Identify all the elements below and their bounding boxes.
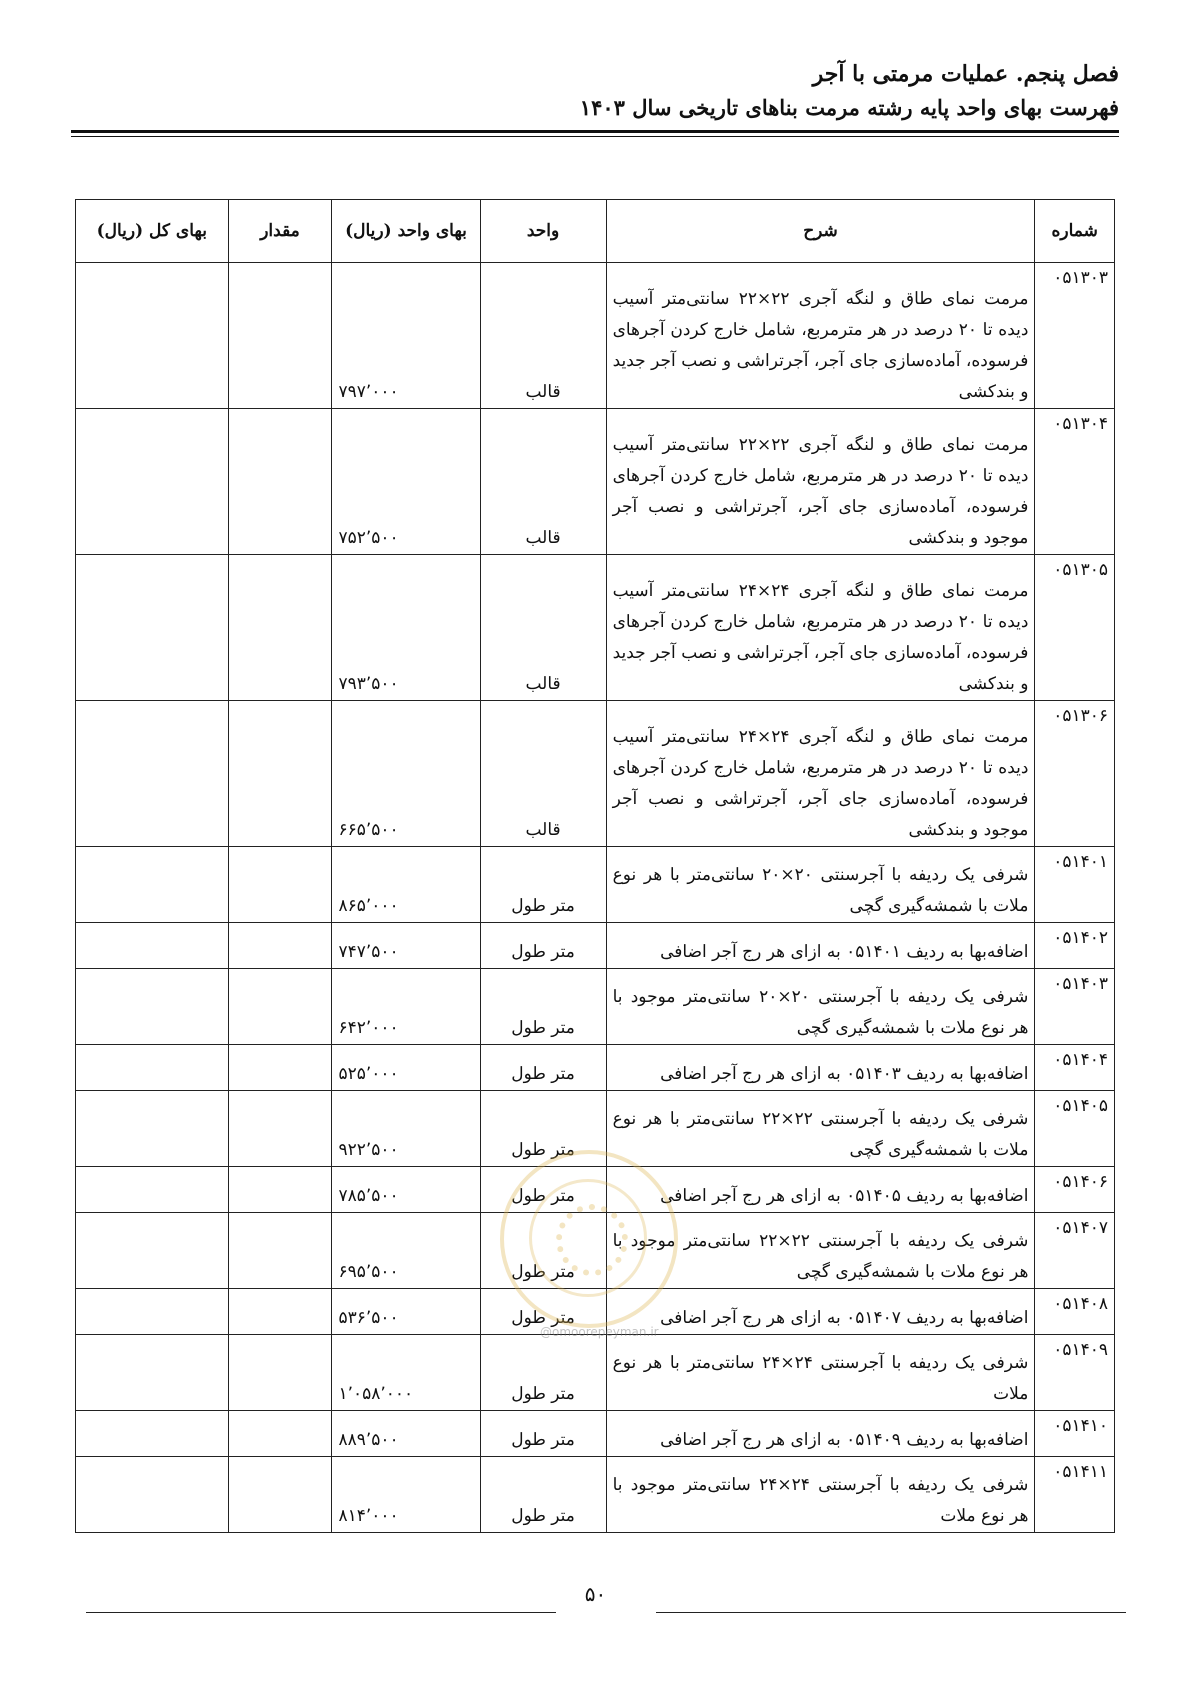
item-number: ۰۵۱۴۰۴ (1035, 1045, 1115, 1091)
item-unit-price: ۷۹۷٬۰۰۰ (332, 263, 480, 409)
item-description: شرفی یک ردیفه با آجرسنتی ۲۲×۲۲ سانتی‌متر با هر نوع ملات با شمشه‌گیری گچی (606, 1091, 1035, 1167)
item-total-price (76, 1411, 229, 1457)
item-number: ۰۵۱۴۰۳ (1035, 969, 1115, 1045)
item-unit: متر طول (480, 1213, 606, 1289)
item-unit: متر طول (480, 1411, 606, 1457)
item-unit-price: ۶۴۲٬۰۰۰ (332, 969, 480, 1045)
item-description: مرمت نمای طاق و لنگه آجری ۲۴×۲۴ سانتی‌متر آسیب دیده تا ۲۰ درصد در هر مترمربع، شامل خارج کردن آجرهای فرسوده، آماده‌سازی جای آجر، آجرتراشی و نصب آجر جدید و بندکشی (606, 555, 1035, 701)
item-unit: متر طول (480, 1457, 606, 1533)
item-number: ۰۵۱۴۰۱ (1035, 847, 1115, 923)
item-number: ۰۵۱۴۰۷ (1035, 1213, 1115, 1289)
table-row (76, 1091, 1115, 1167)
item-number: ۰۵۱۳۰۵ (1035, 555, 1115, 701)
item-total-price (76, 1045, 229, 1091)
header-rule-thick (71, 130, 1119, 133)
item-unit-price: ۱٬۰۵۸٬۰۰۰ (332, 1335, 480, 1411)
header-total-price: بهای کل (ریال) (76, 200, 229, 263)
item-number: ۰۵۱۴۱۰ (1035, 1411, 1115, 1457)
item-unit-price: ۵۳۶٬۵۰۰ (332, 1289, 480, 1335)
item-total-price (76, 923, 229, 969)
item-unit: متر طول (480, 923, 606, 969)
item-total-price (76, 1167, 229, 1213)
watermark-url: @omoorepeyman.ir (540, 1325, 659, 1339)
item-quantity (228, 1091, 332, 1167)
item-total-price (76, 969, 229, 1045)
item-description: شرفی یک ردیفه با آجرسنتی ۲۰×۲۰ سانتی‌متر با هر نوع ملات با شمشه‌گیری گچی (606, 847, 1035, 923)
item-total-price (76, 1091, 229, 1167)
item-unit: قالب (480, 409, 606, 555)
table-row (76, 1213, 1115, 1289)
item-total-price (76, 1335, 229, 1411)
item-total-price (76, 847, 229, 923)
item-description: شرفی یک ردیفه با آجرسنتی ۲۲×۲۲ سانتی‌متر موجود با هر نوع ملات با شمشه‌گیری گچی (606, 1213, 1035, 1289)
item-quantity (228, 555, 332, 701)
document-subtitle: فهرست بهای واحد پایه رشته مرمت بناهای تاریخی سال ۱۴۰۳ (579, 95, 1119, 120)
item-unit: قالب (480, 555, 606, 701)
item-unit-price: ۸۶۵٬۰۰۰ (332, 847, 480, 923)
table-row (76, 1335, 1115, 1411)
item-description: شرفی یک ردیفه با آجرسنتی ۲۴×۲۴ سانتی‌متر موجود با هر نوع ملات (606, 1457, 1035, 1533)
page-number: ۵۰ (584, 1582, 607, 1606)
table-row (76, 409, 1115, 555)
item-unit-price: ۷۵۲٬۵۰۰ (332, 409, 480, 555)
item-quantity (228, 923, 332, 969)
item-quantity (228, 847, 332, 923)
table-row (76, 263, 1115, 409)
item-total-price (76, 1213, 229, 1289)
table-row (76, 1045, 1115, 1091)
item-number: ۰۵۱۳۰۶ (1035, 701, 1115, 847)
item-total-price (76, 263, 229, 409)
table-row (76, 847, 1115, 923)
item-unit-price: ۸۸۹٬۵۰۰ (332, 1411, 480, 1457)
table-row (76, 1167, 1115, 1213)
item-total-price (76, 1457, 229, 1533)
item-number: ۰۵۱۴۰۶ (1035, 1167, 1115, 1213)
item-quantity (228, 263, 332, 409)
item-quantity (228, 701, 332, 847)
item-unit: متر طول (480, 847, 606, 923)
page-header (72, 58, 1119, 124)
item-quantity (228, 1457, 332, 1533)
item-unit-price: ۵۲۵٬۰۰۰ (332, 1045, 480, 1091)
item-total-price (76, 1289, 229, 1335)
item-quantity (228, 969, 332, 1045)
item-unit-price: ۶۹۵٬۵۰۰ (332, 1213, 480, 1289)
item-unit: متر طول (480, 1289, 606, 1335)
item-number: ۰۵۱۴۰۲ (1035, 923, 1115, 969)
item-description: اضافه‌بها به ردیف ۰۵۱۴۰۱ به ازای هر رج آجر اضافی (606, 923, 1035, 969)
item-total-price (76, 701, 229, 847)
item-quantity (228, 1289, 332, 1335)
item-quantity (228, 1213, 332, 1289)
item-total-price (76, 409, 229, 555)
item-description: شرفی یک ردیفه با آجرسنتی ۲۴×۲۴ سانتی‌متر با هر نوع ملات (606, 1335, 1035, 1411)
header-description: شرح (606, 200, 1035, 263)
item-unit-price: ۷۴۷٬۵۰۰ (332, 923, 480, 969)
item-description: اضافه‌بها به ردیف ۰۵۱۴۰۵ به ازای هر رج آجر اضافی (606, 1167, 1035, 1213)
item-total-price (76, 555, 229, 701)
item-unit: قالب (480, 263, 606, 409)
item-unit: متر طول (480, 1045, 606, 1091)
item-unit-price: ۷۹۳٬۵۰۰ (332, 555, 480, 701)
item-unit-price: ۹۲۲٬۵۰۰ (332, 1091, 480, 1167)
item-unit: متر طول (480, 969, 606, 1045)
item-description: شرفی یک ردیفه با آجرسنتی ۲۰×۲۰ سانتی‌متر موجود با هر نوع ملات با شمشه‌گیری گچی (606, 969, 1035, 1045)
item-unit: قالب (480, 701, 606, 847)
item-number: ۰۵۱۴۰۸ (1035, 1289, 1115, 1335)
chapter-title: فصل پنجم. عملیات مرمتی با آجر (812, 61, 1119, 87)
item-quantity (228, 1411, 332, 1457)
item-number: ۰۵۱۴۱۱ (1035, 1457, 1115, 1533)
header-quantity: مقدار (228, 200, 332, 263)
item-description: مرمت نمای طاق و لنگه آجری ۲۲×۲۲ سانتی‌متر آسیب دیده تا ۲۰ درصد در هر مترمربع، شامل خارج کردن آجرهای فرسوده، آماده‌سازی جای آجر، آجرتراشی و نصب آجر موجود و بندکشی (606, 409, 1035, 555)
header-unit-price: بهای واحد (ریال) (332, 200, 480, 263)
item-unit-price: ۷۸۵٬۵۰۰ (332, 1167, 480, 1213)
item-unit: متر طول (480, 1091, 606, 1167)
item-quantity (228, 409, 332, 555)
item-unit: متر طول (480, 1167, 606, 1213)
footer-rule-left (86, 1612, 556, 1613)
table-row (76, 969, 1115, 1045)
item-quantity (228, 1045, 332, 1091)
item-unit-price: ۶۶۵٬۵۰۰ (332, 701, 480, 847)
item-description: اضافه‌بها به ردیف ۰۵۱۴۰۳ به ازای هر رج آجر اضافی (606, 1045, 1035, 1091)
item-description: اضافه‌بها به ردیف ۰۵۱۴۰۹ به ازای هر رج آجر اضافی (606, 1411, 1035, 1457)
item-number: ۰۵۱۳۰۳ (1035, 263, 1115, 409)
item-number: ۰۵۱۴۰۵ (1035, 1091, 1115, 1167)
item-number: ۰۵۱۴۰۹ (1035, 1335, 1115, 1411)
header-rule-thin (71, 136, 1119, 137)
header-number: شماره (1035, 200, 1115, 263)
table-row (76, 555, 1115, 701)
item-unit-price: ۸۱۴٬۰۰۰ (332, 1457, 480, 1533)
item-description: مرمت نمای طاق و لنگه آجری ۲۲×۲۲ سانتی‌متر آسیب دیده تا ۲۰ درصد در هر مترمربع، شامل خارج کردن آجرهای فرسوده، آماده‌سازی جای آجر، آجرتراشی و نصب آجر جدید و بندکشی (606, 263, 1035, 409)
table-row (76, 1457, 1115, 1533)
table-row (76, 701, 1115, 847)
item-description: اضافه‌بها به ردیف ۰۵۱۴۰۷ به ازای هر رج آجر اضافی (606, 1289, 1035, 1335)
table-row (76, 1411, 1115, 1457)
item-number: ۰۵۱۳۰۴ (1035, 409, 1115, 555)
item-quantity (228, 1167, 332, 1213)
table-row (76, 923, 1115, 969)
table-header-row (76, 200, 1115, 263)
item-unit: متر طول (480, 1335, 606, 1411)
item-quantity (228, 1335, 332, 1411)
footer-rule-right (656, 1612, 1126, 1613)
item-description: مرمت نمای طاق و لنگه آجری ۲۴×۲۴ سانتی‌متر آسیب دیده تا ۲۰ درصد در هر مترمربع، شامل خارج کردن آجرهای فرسوده، آماده‌سازی جای آجر، آجرتراشی و نصب آجر موجود و بندکشی (606, 701, 1035, 847)
header-unit: واحد (480, 200, 606, 263)
